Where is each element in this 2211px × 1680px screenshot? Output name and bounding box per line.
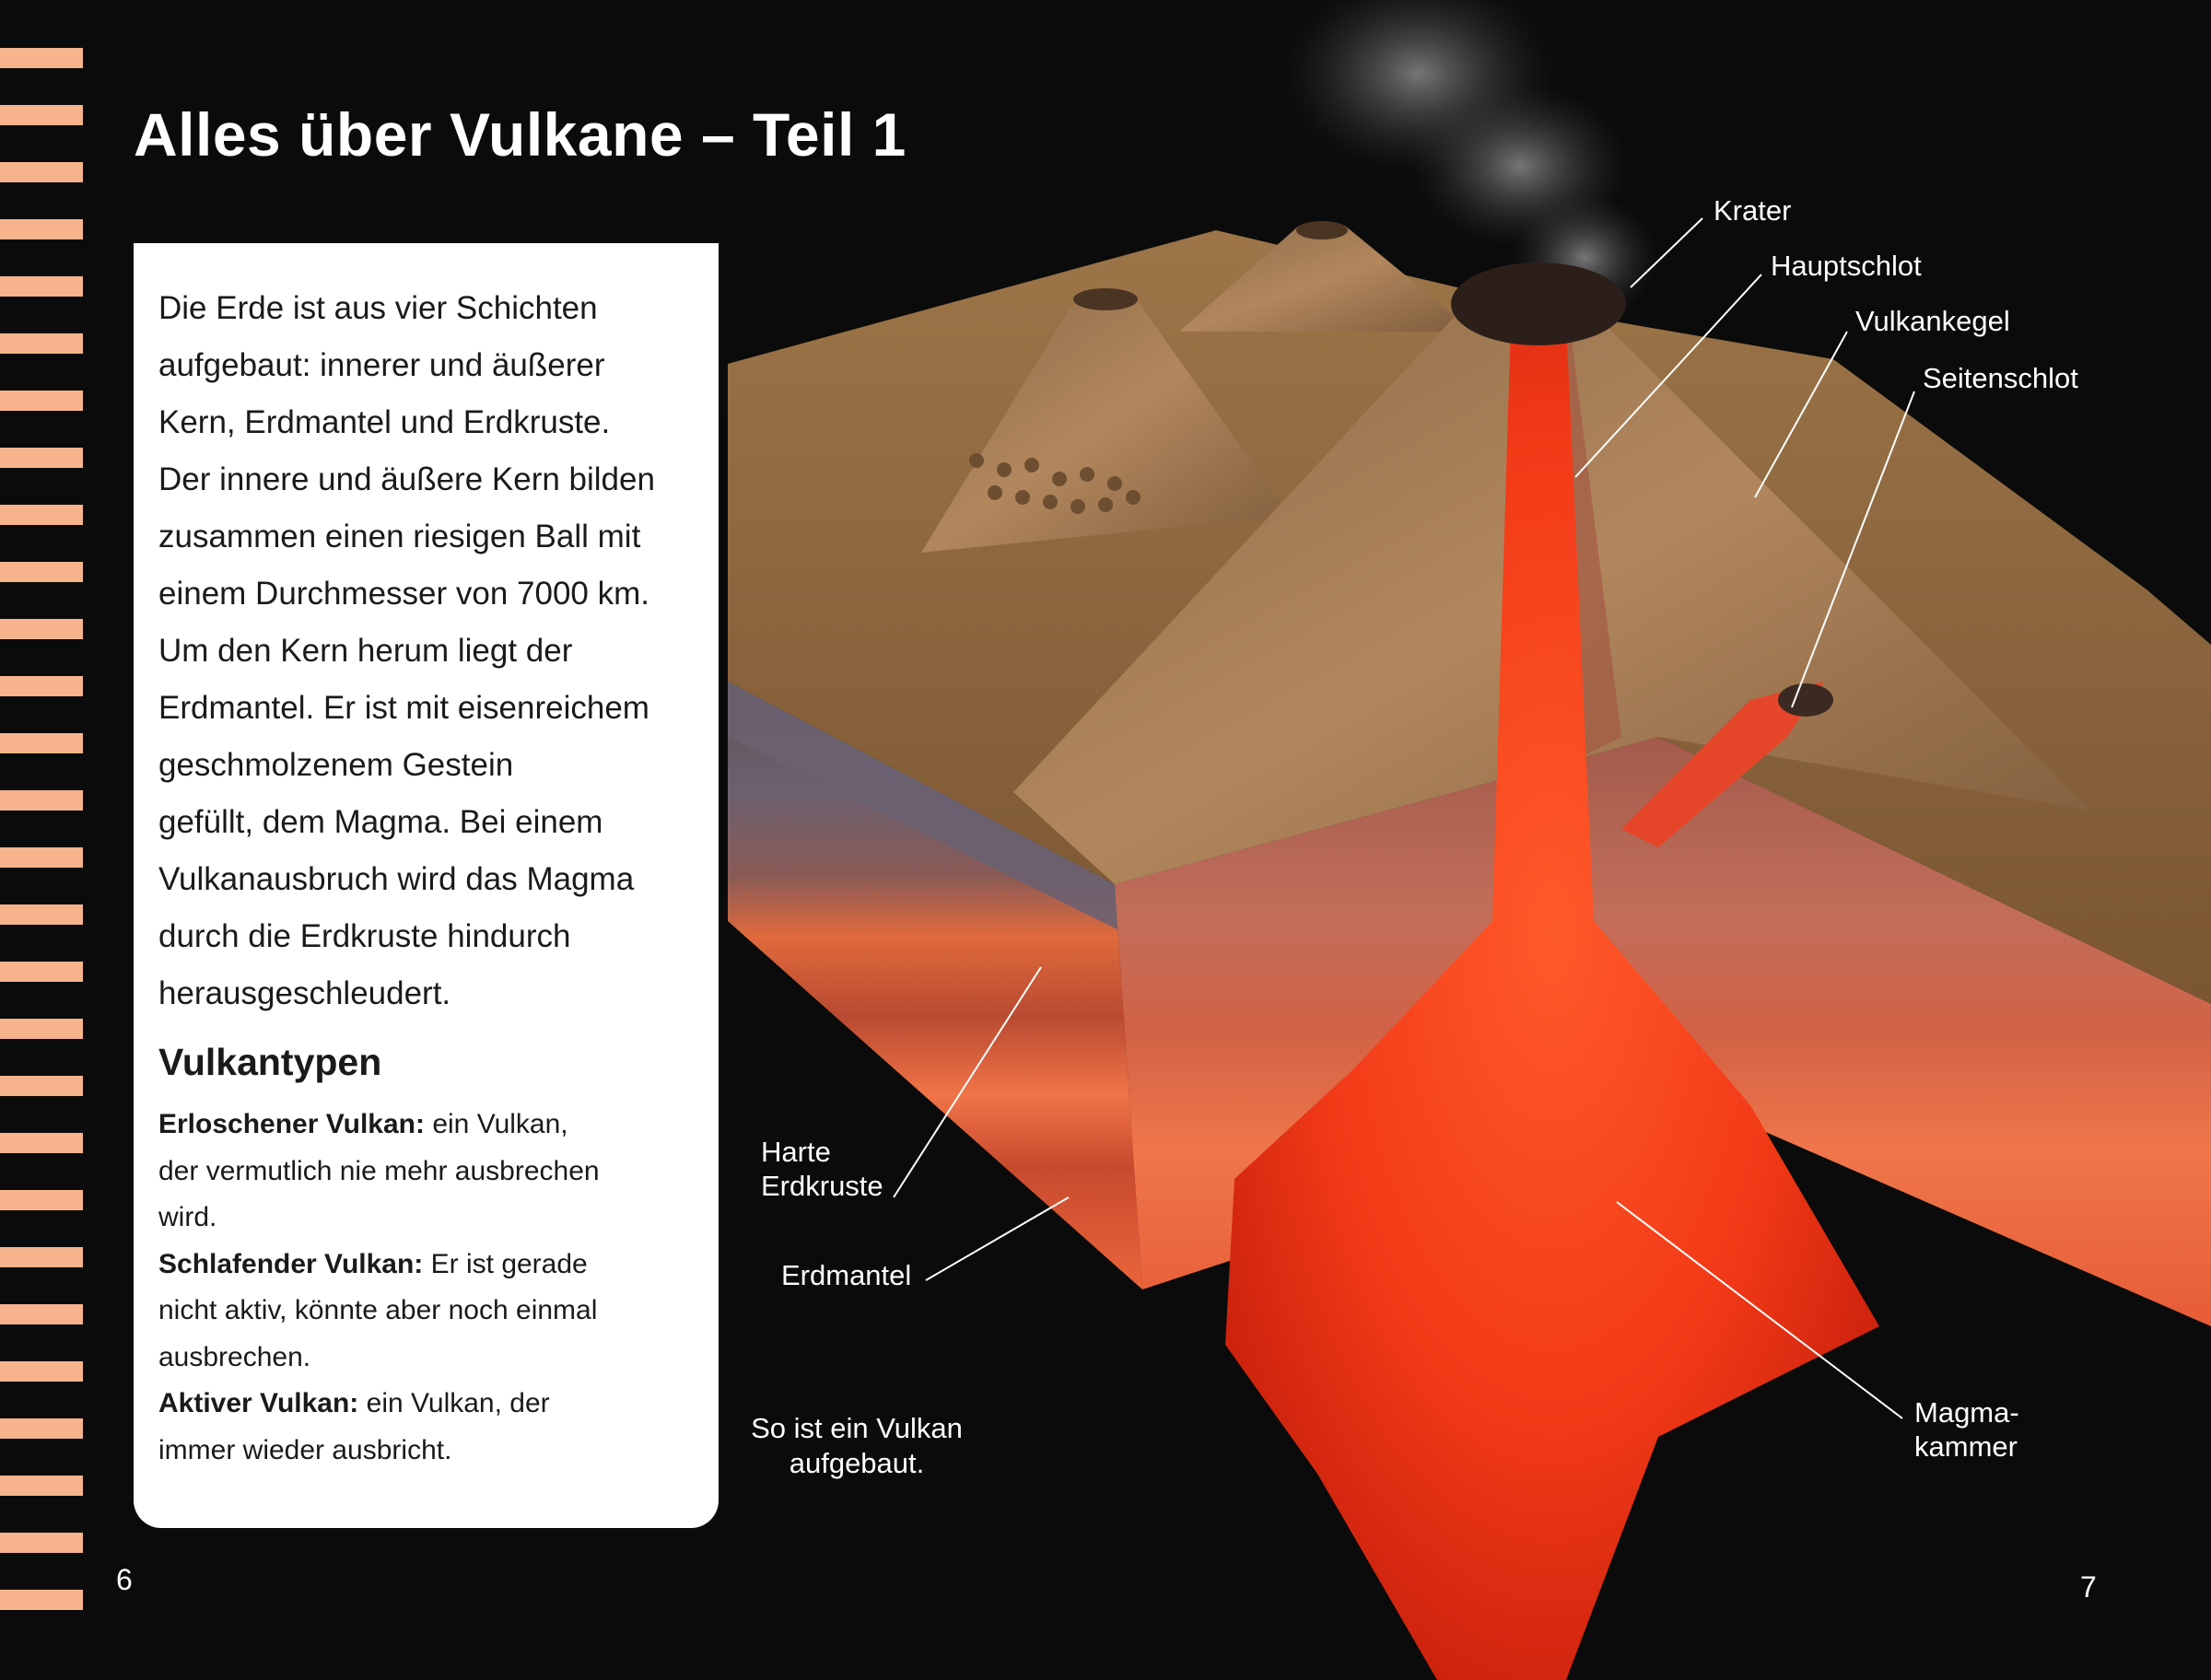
type-term: Schlafender Vulkan:	[158, 1248, 424, 1279]
type-term: Erloschener Vulkan:	[158, 1109, 425, 1139]
intro-line: Der innere und äußere Kern bilden	[158, 461, 655, 497]
type-definition: ein Vulkan,	[424, 1109, 568, 1139]
info-text-box	[134, 243, 719, 1528]
label-magmakammer	[1914, 1395, 2019, 1464]
leader-erdmantel	[926, 1197, 1069, 1280]
page-title: Alles über Vulkane – Teil 1	[134, 100, 907, 169]
type-definition-line: wird.	[158, 1202, 217, 1232]
intro-line: durch die Erdkruste hindurch	[158, 918, 571, 954]
label-harte-erdkruste	[761, 1135, 883, 1203]
intro-line: aufgebaut: innerer und äußerer	[158, 347, 605, 383]
volcano-types-list	[158, 1102, 691, 1474]
section-heading: Vulkantypen	[158, 1041, 382, 1083]
label-seitenschlot: Seitenschlot	[1923, 362, 2078, 394]
type-definition: ein Vulkan, der	[358, 1388, 550, 1418]
type-entry-aktiv	[158, 1381, 691, 1428]
type-definition-line: immer wieder ausbricht.	[158, 1434, 452, 1465]
intro-line: geschmolzenem Gestein	[158, 747, 514, 783]
type-term: Aktiver Vulkan:	[158, 1388, 359, 1418]
type-entry-erloschen	[158, 1102, 691, 1149]
type-definition-line: der vermutlich nie mehr ausbrechen	[158, 1155, 600, 1186]
figure-caption	[728, 1411, 986, 1481]
label-line: kammer	[1914, 1430, 2018, 1463]
caption-line: aufgebaut.	[789, 1447, 925, 1479]
label-erdmantel: Erdmantel	[781, 1259, 912, 1291]
intro-line: herausgeschleudert.	[158, 975, 451, 1011]
intro-line: Kern, Erdmantel und Erdkruste.	[158, 404, 611, 440]
type-definition: Er ist gerade	[423, 1248, 588, 1279]
page-number-left: 6	[116, 1563, 133, 1596]
caption-line: So ist ein Vulkan	[751, 1412, 963, 1444]
label-line: Erdkruste	[761, 1170, 883, 1202]
label-vulkankegel: Vulkankegel	[1855, 305, 2010, 337]
intro-line: Vulkanausbruch wird das Magma	[158, 861, 635, 897]
label-krater: Krater	[1714, 194, 1792, 227]
page-number-right: 7	[2080, 1570, 2097, 1604]
type-definition-line: nicht aktiv, könnte aber noch einmal	[158, 1295, 598, 1325]
intro-line: gefüllt, dem Magma. Bei einem	[158, 804, 603, 840]
intro-line: zusammen einen riesigen Ball mit	[158, 519, 641, 554]
intro-line: einem Durchmesser von 7000 km.	[158, 576, 649, 612]
intro-paragraph	[158, 280, 691, 1022]
type-definition-line: ausbrechen.	[158, 1341, 311, 1372]
type-entry-schlafend	[158, 1242, 691, 1289]
intro-line: Um den Kern herum liegt der	[158, 633, 573, 669]
intro-line: Die Erde ist aus vier Schichten	[158, 290, 598, 326]
label-hauptschlot: Hauptschlot	[1771, 250, 1922, 282]
intro-line: Erdmantel. Er ist mit eisenreichem	[158, 690, 649, 726]
label-line: Harte	[761, 1136, 831, 1168]
label-line: Magma-	[1914, 1396, 2019, 1429]
